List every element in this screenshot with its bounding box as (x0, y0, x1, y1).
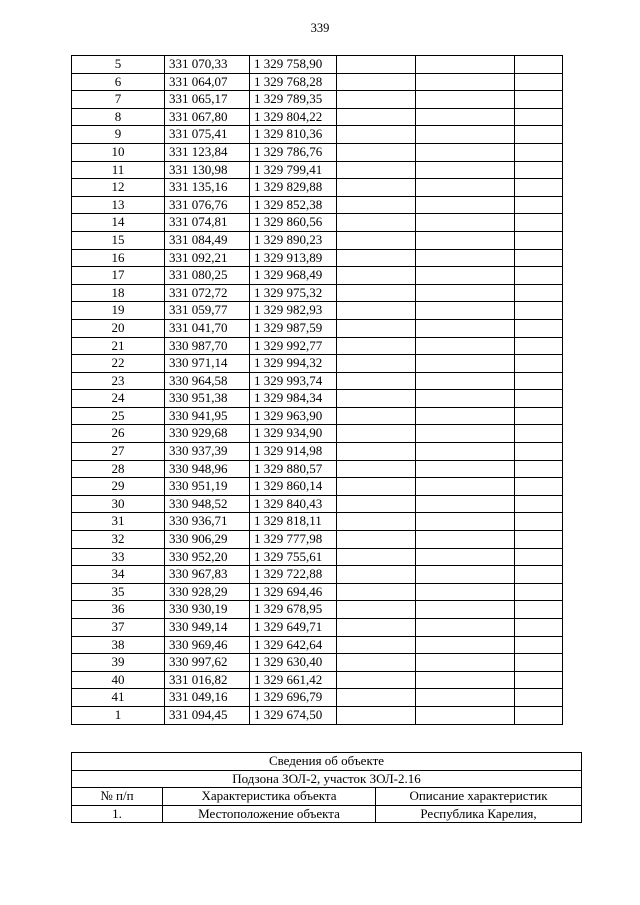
empty-cell (416, 302, 515, 320)
empty-cell (515, 267, 563, 285)
point-number: 14 (72, 214, 165, 232)
point-number: 24 (72, 390, 165, 408)
info-row-characteristic: Местоположение объекта (163, 805, 376, 823)
table-row (72, 372, 563, 390)
table-row (72, 566, 563, 584)
empty-cell (337, 319, 416, 337)
empty-cell (515, 478, 563, 496)
coordinate-x: 330 949,14 (165, 619, 250, 637)
empty-cell (337, 478, 416, 496)
empty-cell (337, 267, 416, 285)
empty-cell (515, 249, 563, 267)
empty-cell (416, 460, 515, 478)
empty-cell (337, 249, 416, 267)
point-number: 37 (72, 619, 165, 637)
table-row (72, 214, 563, 232)
table-row (72, 619, 563, 637)
empty-cell (515, 372, 563, 390)
empty-cell (416, 706, 515, 724)
coordinate-x: 330 967,83 (165, 566, 250, 584)
coordinate-y: 1 329 768,28 (250, 73, 337, 91)
coordinate-y: 1 329 880,57 (250, 460, 337, 478)
empty-cell (337, 531, 416, 549)
info-row-description: Республика Карелия, (376, 805, 582, 823)
empty-cell (416, 56, 515, 74)
empty-cell (337, 548, 416, 566)
coordinate-x: 330 971,14 (165, 355, 250, 373)
table-row (72, 319, 563, 337)
empty-cell (337, 601, 416, 619)
empty-cell (416, 319, 515, 337)
table-row (72, 56, 563, 74)
coordinate-x: 330 948,52 (165, 495, 250, 513)
table-row (72, 91, 563, 109)
empty-cell (416, 566, 515, 584)
empty-cell (515, 671, 563, 689)
table-row (72, 689, 563, 707)
empty-cell (416, 73, 515, 91)
empty-cell (515, 425, 563, 443)
coordinate-y: 1 329 661,42 (250, 671, 337, 689)
coordinate-y: 1 329 914,98 (250, 443, 337, 461)
point-number: 32 (72, 531, 165, 549)
empty-cell (416, 654, 515, 672)
empty-cell (515, 355, 563, 373)
point-number: 12 (72, 179, 165, 197)
table-row (72, 196, 563, 214)
header-description: Описание характеристик (376, 788, 582, 806)
empty-cell (515, 196, 563, 214)
coordinate-x: 331 041,70 (165, 319, 250, 337)
empty-cell (337, 583, 416, 601)
point-number: 10 (72, 143, 165, 161)
empty-cell (515, 548, 563, 566)
object-info-table (71, 752, 582, 823)
table-row (72, 425, 563, 443)
table-row (72, 179, 563, 197)
point-number: 30 (72, 495, 165, 513)
empty-cell (337, 355, 416, 373)
coordinate-x: 330 969,46 (165, 636, 250, 654)
point-number: 16 (72, 249, 165, 267)
coordinate-y: 1 329 852,38 (250, 196, 337, 214)
table-row (72, 73, 563, 91)
table-row (72, 583, 563, 601)
empty-cell (515, 284, 563, 302)
empty-cell (515, 706, 563, 724)
coordinate-y: 1 329 992,77 (250, 337, 337, 355)
point-number: 22 (72, 355, 165, 373)
empty-cell (416, 143, 515, 161)
empty-cell (416, 108, 515, 126)
empty-cell (337, 407, 416, 425)
coordinates-table (71, 55, 563, 725)
coordinate-x: 331 080,25 (165, 267, 250, 285)
empty-cell (416, 196, 515, 214)
empty-cell (337, 284, 416, 302)
coordinate-x: 330 951,19 (165, 478, 250, 496)
empty-cell (416, 583, 515, 601)
table-row (72, 548, 563, 566)
coordinate-x: 331 075,41 (165, 126, 250, 144)
info-header-row (72, 788, 582, 806)
coordinate-x: 331 135,16 (165, 179, 250, 197)
empty-cell (515, 56, 563, 74)
coordinate-y: 1 329 678,95 (250, 601, 337, 619)
table-row (72, 249, 563, 267)
coordinate-x: 331 094,45 (165, 706, 250, 724)
info-title: Сведения об объекте (72, 753, 582, 771)
empty-cell (337, 460, 416, 478)
empty-cell (416, 601, 515, 619)
point-number: 34 (72, 566, 165, 584)
coordinate-y: 1 329 840,43 (250, 495, 337, 513)
table-row (72, 231, 563, 249)
empty-cell (416, 161, 515, 179)
table-row (72, 706, 563, 724)
empty-cell (515, 337, 563, 355)
table-row (72, 636, 563, 654)
coordinate-x: 331 076,76 (165, 196, 250, 214)
empty-cell (515, 108, 563, 126)
coordinate-y: 1 329 694,46 (250, 583, 337, 601)
coordinate-x: 330 941,95 (165, 407, 250, 425)
coordinate-y: 1 329 860,56 (250, 214, 337, 232)
coordinate-y: 1 329 968,49 (250, 267, 337, 285)
coordinate-y: 1 329 818,11 (250, 513, 337, 531)
point-number: 33 (72, 548, 165, 566)
empty-cell (416, 214, 515, 232)
empty-cell (337, 196, 416, 214)
point-number: 15 (72, 231, 165, 249)
header-characteristic: Характеристика объекта (163, 788, 376, 806)
empty-cell (416, 531, 515, 549)
empty-cell (515, 513, 563, 531)
point-number: 17 (72, 267, 165, 285)
coordinate-y: 1 329 982,93 (250, 302, 337, 320)
coordinate-y: 1 329 913,89 (250, 249, 337, 267)
empty-cell (416, 231, 515, 249)
coordinate-y: 1 329 630,40 (250, 654, 337, 672)
coordinate-x: 331 072,72 (165, 284, 250, 302)
empty-cell (416, 284, 515, 302)
empty-cell (515, 460, 563, 478)
table-row (72, 654, 563, 672)
coordinate-y: 1 329 642,64 (250, 636, 337, 654)
coordinate-x: 330 906,29 (165, 531, 250, 549)
coordinate-x: 331 065,17 (165, 91, 250, 109)
empty-cell (416, 179, 515, 197)
empty-cell (416, 548, 515, 566)
table-row (72, 460, 563, 478)
coordinate-x: 331 064,07 (165, 73, 250, 91)
empty-cell (337, 706, 416, 724)
empty-cell (515, 566, 563, 584)
coordinate-x: 331 074,81 (165, 214, 250, 232)
empty-cell (416, 689, 515, 707)
empty-cell (515, 319, 563, 337)
empty-cell (337, 566, 416, 584)
table-row (72, 531, 563, 549)
point-number: 13 (72, 196, 165, 214)
empty-cell (337, 443, 416, 461)
header-number: № п/п (72, 788, 163, 806)
point-number: 36 (72, 601, 165, 619)
coordinate-y: 1 329 984,34 (250, 390, 337, 408)
empty-cell (515, 179, 563, 197)
empty-cell (337, 108, 416, 126)
coordinate-y: 1 329 789,35 (250, 91, 337, 109)
table-row (72, 302, 563, 320)
coordinate-x: 330 929,68 (165, 425, 250, 443)
empty-cell (337, 231, 416, 249)
empty-cell (416, 390, 515, 408)
table-row (72, 267, 563, 285)
coordinate-x: 330 951,38 (165, 390, 250, 408)
coordinate-y: 1 329 860,14 (250, 478, 337, 496)
coordinate-y: 1 329 649,71 (250, 619, 337, 637)
point-number: 1 (72, 706, 165, 724)
empty-cell (515, 126, 563, 144)
coordinate-x: 331 049,16 (165, 689, 250, 707)
coordinate-y: 1 329 722,88 (250, 566, 337, 584)
empty-cell (337, 425, 416, 443)
table-row (72, 478, 563, 496)
table-row (72, 108, 563, 126)
empty-cell (416, 495, 515, 513)
coordinate-y: 1 329 993,74 (250, 372, 337, 390)
table-row (72, 513, 563, 531)
empty-cell (337, 495, 416, 513)
empty-cell (337, 636, 416, 654)
coordinate-x: 330 930,19 (165, 601, 250, 619)
empty-cell (416, 443, 515, 461)
empty-cell (337, 619, 416, 637)
coordinate-y: 1 329 975,32 (250, 284, 337, 302)
coordinate-y: 1 329 829,88 (250, 179, 337, 197)
coordinate-x: 330 964,58 (165, 372, 250, 390)
empty-cell (515, 91, 563, 109)
info-row-number: 1. (72, 805, 163, 823)
coordinate-y: 1 329 786,76 (250, 143, 337, 161)
empty-cell (515, 601, 563, 619)
info-subtitle-row (72, 770, 582, 788)
table-row (72, 161, 563, 179)
empty-cell (515, 654, 563, 672)
empty-cell (515, 143, 563, 161)
empty-cell (515, 161, 563, 179)
coordinate-y: 1 329 963,90 (250, 407, 337, 425)
table-row (72, 495, 563, 513)
empty-cell (416, 513, 515, 531)
point-number: 5 (72, 56, 165, 74)
table-row (72, 601, 563, 619)
point-number: 41 (72, 689, 165, 707)
empty-cell (515, 619, 563, 637)
coordinate-x: 331 059,77 (165, 302, 250, 320)
table-row (72, 355, 563, 373)
coordinate-x: 330 936,71 (165, 513, 250, 531)
table-row (72, 390, 563, 408)
point-number: 38 (72, 636, 165, 654)
empty-cell (515, 302, 563, 320)
table-row (72, 407, 563, 425)
info-row (72, 805, 582, 823)
coordinate-x: 331 092,21 (165, 249, 250, 267)
empty-cell (337, 302, 416, 320)
empty-cell (416, 478, 515, 496)
empty-cell (515, 231, 563, 249)
empty-cell (416, 126, 515, 144)
empty-cell (337, 689, 416, 707)
empty-cell (337, 513, 416, 531)
empty-cell (515, 689, 563, 707)
point-number: 9 (72, 126, 165, 144)
empty-cell (337, 337, 416, 355)
coordinate-x: 330 997,62 (165, 654, 250, 672)
table-row (72, 126, 563, 144)
coordinate-x: 330 937,39 (165, 443, 250, 461)
point-number: 6 (72, 73, 165, 91)
point-number: 35 (72, 583, 165, 601)
coordinate-x: 330 948,96 (165, 460, 250, 478)
coordinate-x: 331 130,98 (165, 161, 250, 179)
point-number: 28 (72, 460, 165, 478)
empty-cell (416, 425, 515, 443)
point-number: 25 (72, 407, 165, 425)
point-number: 26 (72, 425, 165, 443)
empty-cell (416, 619, 515, 637)
point-number: 27 (72, 443, 165, 461)
coordinate-x: 331 067,80 (165, 108, 250, 126)
empty-cell (337, 372, 416, 390)
coordinate-y: 1 329 696,79 (250, 689, 337, 707)
coordinate-y: 1 329 799,41 (250, 161, 337, 179)
coordinate-y: 1 329 758,90 (250, 56, 337, 74)
coordinate-y: 1 329 890,23 (250, 231, 337, 249)
empty-cell (337, 179, 416, 197)
empty-cell (337, 143, 416, 161)
empty-cell (416, 337, 515, 355)
coordinate-x: 331 084,49 (165, 231, 250, 249)
empty-cell (337, 214, 416, 232)
point-number: 29 (72, 478, 165, 496)
table-row (72, 671, 563, 689)
point-number: 31 (72, 513, 165, 531)
coordinate-x: 331 070,33 (165, 56, 250, 74)
empty-cell (515, 214, 563, 232)
empty-cell (515, 443, 563, 461)
table-row (72, 143, 563, 161)
empty-cell (337, 671, 416, 689)
empty-cell (416, 407, 515, 425)
point-number: 11 (72, 161, 165, 179)
empty-cell (416, 372, 515, 390)
point-number: 39 (72, 654, 165, 672)
point-number: 21 (72, 337, 165, 355)
point-number: 8 (72, 108, 165, 126)
empty-cell (515, 531, 563, 549)
coordinate-x: 330 952,20 (165, 548, 250, 566)
empty-cell (416, 267, 515, 285)
empty-cell (416, 636, 515, 654)
point-number: 40 (72, 671, 165, 689)
empty-cell (416, 91, 515, 109)
point-number: 19 (72, 302, 165, 320)
empty-cell (515, 73, 563, 91)
page-number: 339 (310, 21, 330, 35)
coordinate-y: 1 329 934,90 (250, 425, 337, 443)
coordinate-x: 330 928,29 (165, 583, 250, 601)
empty-cell (515, 390, 563, 408)
empty-cell (515, 583, 563, 601)
table-row (72, 443, 563, 461)
coordinate-y: 1 329 987,59 (250, 319, 337, 337)
coordinate-y: 1 329 810,36 (250, 126, 337, 144)
empty-cell (416, 355, 515, 373)
coordinate-x: 330 987,70 (165, 337, 250, 355)
empty-cell (416, 249, 515, 267)
empty-cell (337, 56, 416, 74)
coordinate-x: 331 123,84 (165, 143, 250, 161)
coordinate-x: 331 016,82 (165, 671, 250, 689)
coordinate-y: 1 329 804,22 (250, 108, 337, 126)
empty-cell (515, 407, 563, 425)
coordinate-y: 1 329 994,32 (250, 355, 337, 373)
coordinate-y: 1 329 755,61 (250, 548, 337, 566)
empty-cell (337, 161, 416, 179)
point-number: 20 (72, 319, 165, 337)
info-title-row (72, 753, 582, 771)
coordinate-y: 1 329 674,50 (250, 706, 337, 724)
empty-cell (416, 671, 515, 689)
empty-cell (337, 73, 416, 91)
table-row (72, 337, 563, 355)
point-number: 7 (72, 91, 165, 109)
empty-cell (515, 636, 563, 654)
point-number: 23 (72, 372, 165, 390)
empty-cell (515, 495, 563, 513)
empty-cell (337, 390, 416, 408)
point-number: 18 (72, 284, 165, 302)
table-row (72, 284, 563, 302)
empty-cell (337, 126, 416, 144)
empty-cell (337, 654, 416, 672)
empty-cell (337, 91, 416, 109)
coordinate-y: 1 329 777,98 (250, 531, 337, 549)
info-subtitle: Подзона ЗОЛ-2, участок ЗОЛ-2.16 (72, 770, 582, 788)
